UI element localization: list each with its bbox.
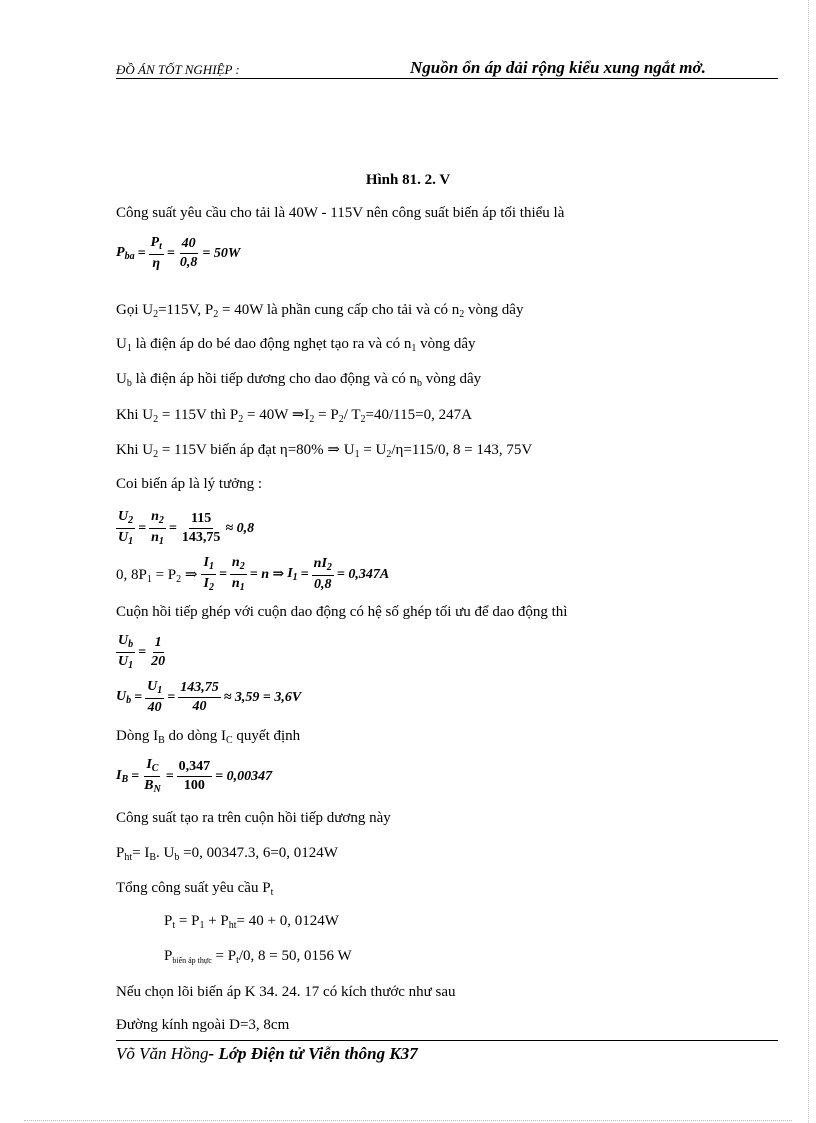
text-line: Nếu chọn lõi biến áp K 34. 24. 17 có kích thước như sau: [116, 984, 456, 1000]
equation-ratio: $\frac{U_2}{U_1}$ = $\frac{n_2}{n_1}$ = $\frac{115}{143,75}$ ≈ 0,8: [118, 509, 255, 547]
footer: Võ Văn Hồng- Lớp Điện tử Viễn thông K37: [116, 1044, 418, 1063]
text-line: Cuộn hồi tiếp ghép với cuộn dao động có hệ số ghép tối ưu để dao động thì: [116, 604, 568, 620]
page-edge: [24, 1120, 792, 1121]
equation-ib: $I_B$ = $\frac{I_C}{B_N}$ = $\frac{0,347}{100}$ = 0,00347: [116, 757, 273, 795]
equation-current: 0, $8P_1 = P_2$ ⇒ $\frac{I_1}{I_2}$ = $\frac{n_2}{n_1}$ = n ⇒ $I_1$ = $\frac{nI_2}{0,8}$ = 0,347A: [116, 555, 390, 593]
text-line: Công suất yêu cầu cho tải là 40W - 115V nên công suất biến áp tối thiểu là: [116, 205, 565, 221]
text-line: $P_t = P_1 + P_{ht}= 40 + 0$, 0124W: [164, 913, 339, 931]
equation-ub: $U_b$ = $\frac{U_1}{40}$ = $\frac{143,75}{40}$ ≈ 3,59 = 3,6V: [116, 679, 302, 715]
text-line: $P_{ht}= I_B$. $U_b =0$, 00347.3, 6=0, 0124W: [116, 845, 338, 863]
text-line: Công suất tạo ra trên cuộn hồi tiếp dương này: [116, 810, 391, 826]
text-line: Khi $U_2 = 115V$ thì $P_2 = 40W$ $\Rightarrow I_2 = P_2/$ $T_2=40/115=0$, 247A: [116, 407, 472, 425]
header-right-title: Nguồn ổn áp dải rộng kiểu xung ngắt mở.: [410, 58, 706, 77]
text-line: Dòng $I_B$ do dòng $I_C$ quyết định: [116, 728, 301, 746]
text-line: Gọi $U_2=115V$, $P_2 = 40W$ là phần cung cấp cho tải và có $n_2$ vòng dây: [116, 302, 524, 320]
text-line: $U_b$ là điện áp hồi tiếp dương cho dao động và có $n_b$ vòng dây: [116, 371, 482, 389]
equation-pba: $P_{ba}$ = $\frac{P_t}{\eta}$ = $\frac{40}{0,8}$ = 50W: [116, 235, 241, 271]
text-line: Khi $U_2 = 115V$ biến áp đạt η=80% ⇒ $U_1 = U_2/\eta=115/0$, 8 = 143, 75V: [116, 442, 533, 460]
text-line: $P_{biến áp thực} = P_t/0$, 8 = 50, 0156 W: [164, 948, 352, 966]
page-edge-right: [808, 0, 809, 1123]
equation-coupling: $\frac{U_b}{U_1}$ = $\frac{1}{20}$: [118, 633, 166, 671]
text-line: $U_1$ là điện áp do bé dao động nghẹt tạo ra và có $n_1$ vòng dây: [116, 336, 476, 354]
footer-rule: [116, 1040, 778, 1041]
header-rule: [116, 78, 778, 79]
text-line: Coi biến áp là lý tưởng :: [116, 476, 263, 492]
text-line: Đường kính ngoài D=3, 8cm: [116, 1017, 290, 1033]
figure-title: Hình 81. 2. V: [365, 172, 451, 188]
text-line: Tổng công suất yêu cầu $P_t$: [116, 880, 274, 898]
header-left: ĐỒ ÁN TỐT NGHIỆP :: [116, 62, 240, 77]
